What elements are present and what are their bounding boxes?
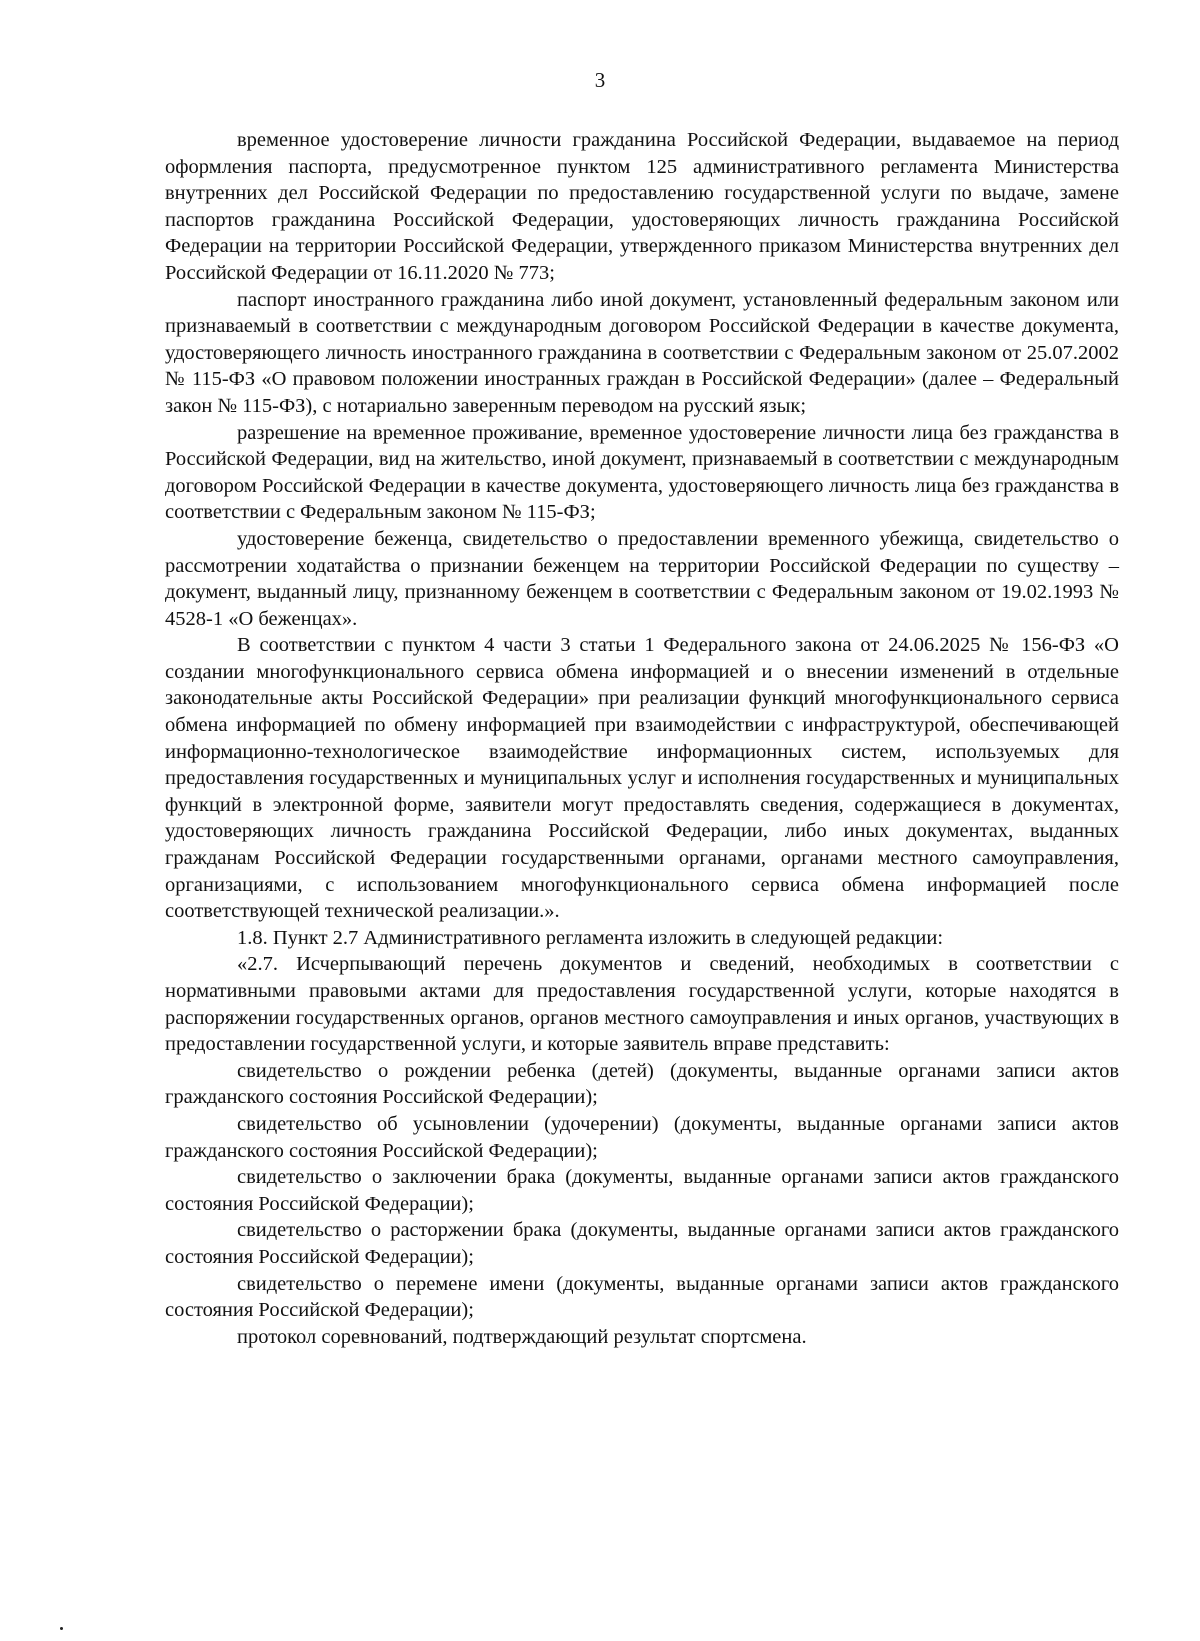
paragraph-residence-permit: разрешение на временное проживание, временное удостоверение личности лица без гражданства в Российской Федерации, вид на жительство, иной документ, признаваемый в соответствии с международным договором Российской Федерации в качестве документа, удостоверяющего личность лица без гражданства в соответствии с Федеральным законом № 115-ФЗ; [165,421,1119,524]
paragraph-adoption-certificate: свидетельство об усыновлении (удочерении) (документы, выданные органами записи актов гражданского состояния Российской Федерации); [165,1112,1119,1162]
paragraph-item-2-7: «2.7. Исчерпывающий перечень документов и сведений, необходимых в соответствии с нормативными правовыми актами для предоставления государственной услуги, которые находятся в распоряжении государственных органов, органов местного самоуправления и иных органов, участвующих в предоставлении государственной услуги, и которые заявитель вправе представить: [165,953,1119,1056]
paragraph-item-1-8: 1.8. Пункт 2.7 Административного регламента изложить в следующей редакции: [237,926,944,949]
page-number: 3 [594,68,606,92]
paragraph-name-change-certificate: свидетельство о перемене имени (документы, выданные органами записи актов гражданского состояния Российской Федерации); [165,1272,1119,1322]
document-body [165,127,1119,1350]
paragraph-foreign-passport: паспорт иностранного гражданина либо иной документ, установленный федеральным законом или признаваемый в соответствии с международным договором Российской Федерации в качестве документа, удостоверяющего личность иностранного гражданина в соответствии с Федеральным законом от 25.07.2002 № 115-ФЗ «О правовом положении иностранных граждан в Российской Федерации» (далее – Федеральный закон № 115-ФЗ), с нотариально заверенным переводом на русский язык; [165,288,1119,417]
scan-speck [60,1627,63,1630]
paragraph-temporary-id-card: временное удостоверение личности гражданина Российской Федерации, выдаваемое на период оформления паспорта, предусмотренное пунктом 125 административного регламента Министерства внутренних дел Российской Федерации по предоставлению государственной услуги по выдаче, замене паспортов гражданина Российской Федерации, удостоверяющих личность гражданина Российской Федерации на территории Российской Федерации, утвержденного приказом Министерства внутренних дел Российской Федерации от 16.11.2020 № 773; [165,129,1119,284]
paragraph-divorce-certificate: свидетельство о расторжении брака (документы, выданные органами записи актов гражданского состояния Российской Федерации); [165,1219,1119,1268]
paragraph-birth-certificate: свидетельство о рождении ребенка (детей) (документы, выданные органами записи актов гражданского состояния Российской Федерации); [165,1059,1119,1109]
paragraph-refugee-certificate: удостоверение беженца, свидетельство о предоставлении временного убежища, свидетельство о рассмотрении ходатайства о признании беженцем на территории Российской Федерации по существу – документ, выданный лицу, признанному беженцем в соответствии с Федеральным законом от 19.02.1993 № 4528-1 «О беженцах». [165,527,1119,630]
paragraph-marriage-certificate: свидетельство о заключении брака (документы, выданные органами записи актов гражданского состояния Российской Федерации); [165,1166,1119,1215]
paragraph-federal-law-156: В соответствии с пунктом 4 части 3 статьи 1 Федерального закона от 24.06.2025 № 156-ФЗ «О создании многофункционального сервиса обмена информацией и о внесении изменений в отдельные законодательные акты Российской Федерации» при реализации функций многофункционального сервиса обмена информацией по обмену информацией при взаимодействии с инфраструктурой, обеспечивающей информационно-технологическое взаимодействие информационных систем, используемых для предоставления государственных и муниципальных услуг и исполнения государственных и муниципальных функций в электронной форме, заявители могут предоставлять сведения, содержащиеся в документах, удостоверяющих личность гражданина Российской Федерации, либо иных документах, выданных гражданам Российской Федерации государственными органами, органами местного самоуправления, организациями, с использованием многофункционального сервиса обмена информацией после соответствующей технической реализации.». [165,634,1119,923]
paragraph-competition-protocol: протокол соревнований, подтверждающий результат спортсмена. [237,1325,807,1348]
